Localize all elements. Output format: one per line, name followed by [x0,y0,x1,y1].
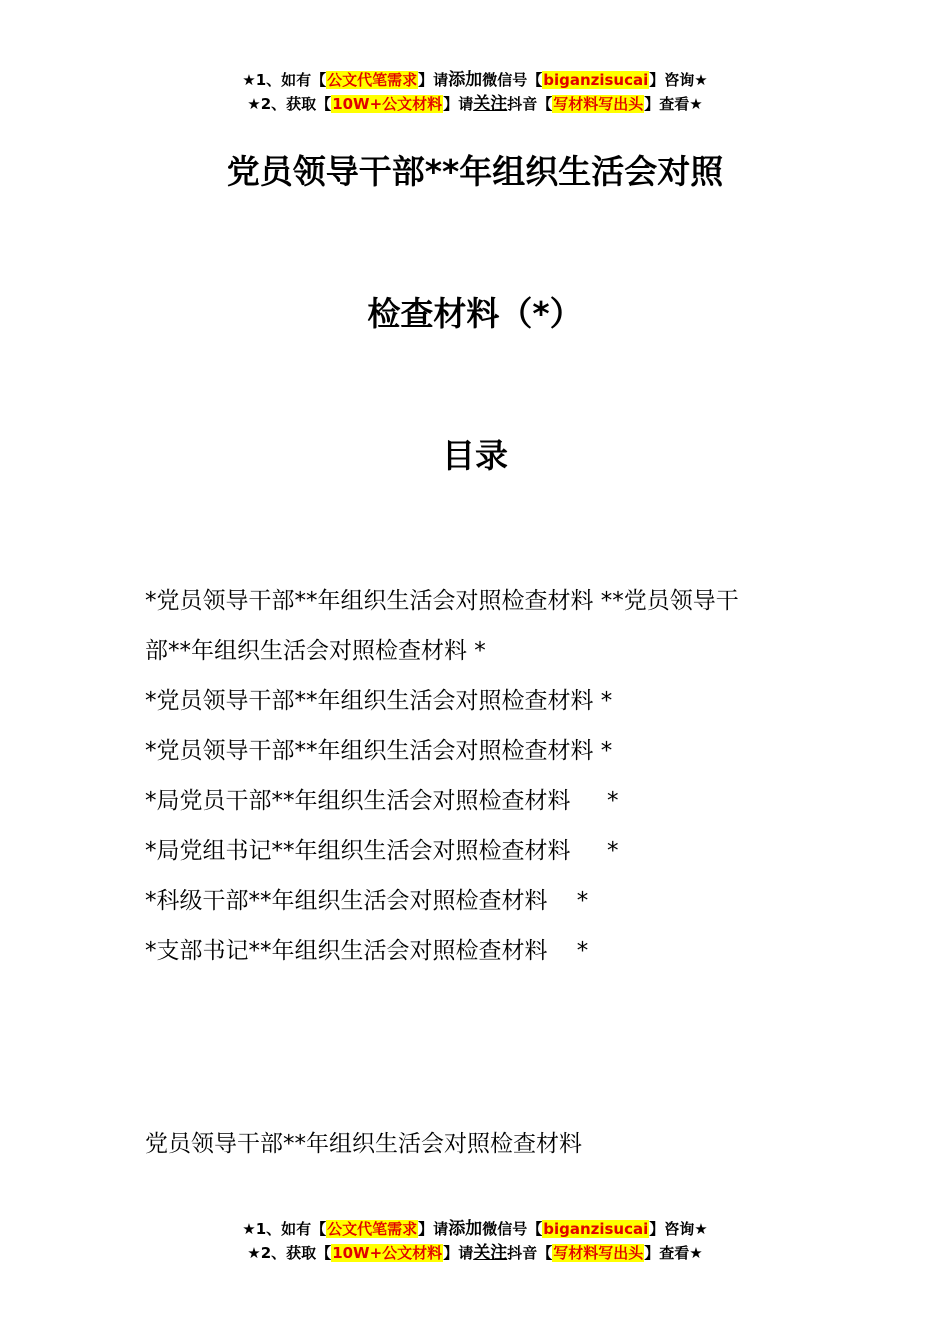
promo-highlight: 公文代笔需求 [327,71,418,89]
toc-entry[interactable]: *支部书记**年组织生活会对照检查材料 * [145,938,589,964]
toc-entry[interactable]: *局党组书记**年组织生活会对照检查材料 * [145,838,619,864]
document-title-line-2: 检查材料（*） [367,294,583,333]
toc-entry[interactable]: *科级干部**年组织生活会对照检查材料 * [145,888,589,914]
promo-line-1: ★1、如有【公文代笔需求】请添加微信号【biganzisucai】咨询★ [242,1219,708,1239]
promo-highlight: 10W+公文材料 [332,1244,443,1262]
promo-highlight: biganzisucai [543,1220,649,1238]
promo-highlight: 公文代笔需求 [327,1220,418,1238]
promo-highlight: 写材料写出头 [553,95,644,113]
promo-banner-bottom [0,1217,950,1265]
toc-entry[interactable]: *党员领导干部**年组织生活会对照检查材料 **党员领导干 [145,588,739,614]
table-of-contents [145,576,815,976]
promo-line-1: ★1、如有【公文代笔需求】请添加微信号【biganzisucai】咨询★ [242,70,708,90]
toc-entry[interactable]: *党员领导干部**年组织生活会对照检查材料 * [145,738,613,764]
toc-entry[interactable]: 部**年组织生活会对照检查材料 * [145,638,486,664]
document-title-line-1: 党员领导干部**年组织生活会对照 [226,152,724,191]
promo-highlight: biganzisucai [543,71,649,89]
promo-line-2: ★2、获取【10W+公文材料】请关注抖音【写材料写出头】查看★ [247,1243,703,1263]
promo-banner-top [0,68,950,116]
toc-heading: 目录 [442,436,508,475]
toc-entry[interactable]: *党员领导干部**年组织生活会对照检查材料 * [145,688,613,714]
promo-highlight: 写材料写出头 [553,1244,644,1262]
toc-entry[interactable]: *局党员干部**年组织生活会对照检查材料 * [145,788,619,814]
promo-line-2: ★2、获取【10W+公文材料】请关注抖音【写材料写出头】查看★ [247,94,703,114]
section-heading: 党员领导干部**年组织生活会对照检查材料 [145,1131,582,1157]
promo-highlight: 10W+公文材料 [332,95,443,113]
